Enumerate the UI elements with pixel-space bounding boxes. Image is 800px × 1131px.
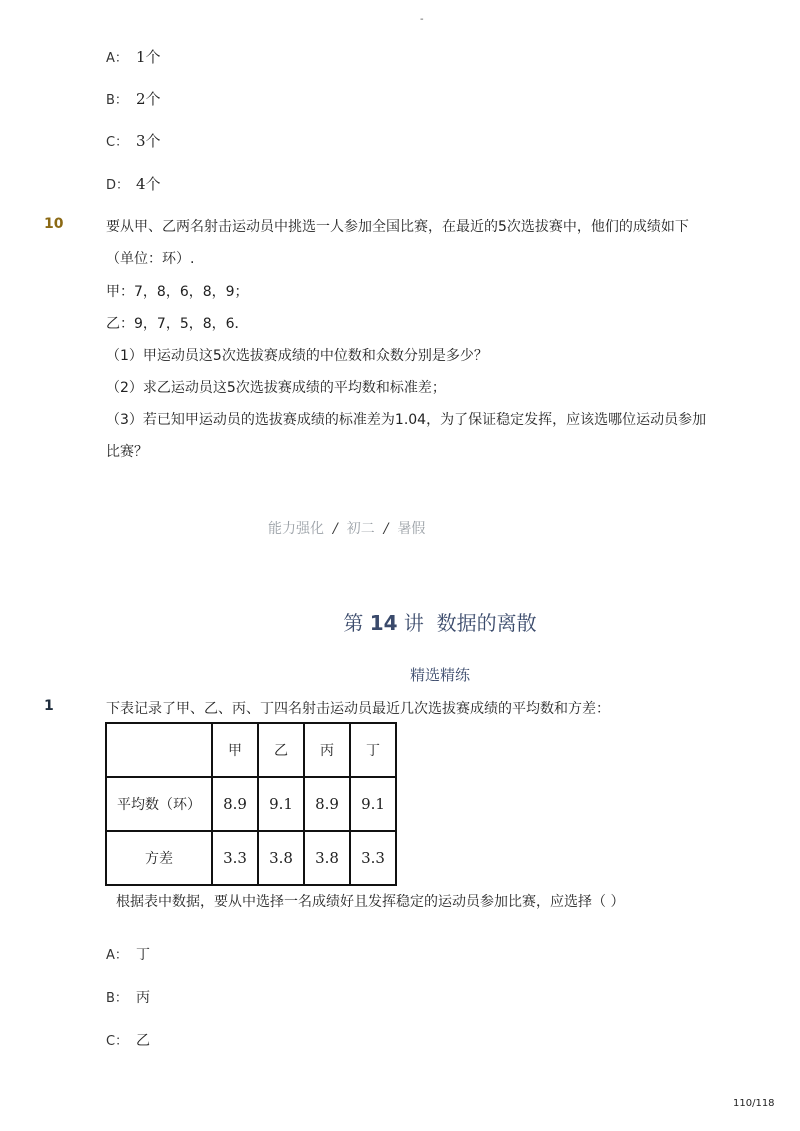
option-label: B： [106, 93, 128, 108]
table-header-cell: 甲 [212, 723, 258, 777]
option-b[interactable] [106, 987, 150, 1007]
option-c[interactable] [106, 130, 161, 151]
table-header-cell: 丙 [304, 723, 350, 777]
question-number: 10 [44, 216, 64, 232]
option-value: 3个 [136, 132, 161, 150]
table-row [106, 831, 396, 885]
table-row [106, 777, 396, 831]
question-follow-up: 根据表中数据，要从中选择一名成绩好且发挥稳定的运动员参加比赛，应选择（ ） [116, 894, 625, 910]
question-text-line: 比赛？ [106, 444, 148, 460]
option-label: A： [106, 948, 128, 963]
option-value: 乙 [136, 1033, 150, 1049]
breadcrumb-item: 初二 [346, 521, 375, 537]
table-header-cell: 乙 [258, 723, 304, 777]
option-c[interactable] [106, 1030, 150, 1050]
breadcrumb-separator: / [333, 521, 338, 537]
option-value: 4个 [136, 175, 161, 193]
option-d[interactable] [106, 173, 161, 194]
table-cell: 3.3 [350, 831, 396, 885]
option-label: C： [106, 135, 129, 150]
lecture-number: 14 [369, 611, 398, 635]
page-number: 110/118 [733, 1098, 775, 1109]
breadcrumb-item: 暑假 [397, 521, 426, 537]
table-header-cell: 丁 [350, 723, 396, 777]
lecture-suffix: 讲 [403, 611, 424, 635]
question-text-line: 乙：9，7，5，8，6． [106, 316, 249, 332]
page-top-mark: - [420, 14, 424, 25]
table-header-row [106, 723, 396, 777]
option-label: D： [106, 178, 130, 193]
question-number: 1 [44, 698, 54, 714]
question-text-line: （2）求乙运动员这5次选拔赛成绩的平均数和标准差； [106, 380, 446, 396]
option-value: 2个 [136, 90, 161, 108]
lecture-title [0, 607, 800, 636]
table-cell: 3.8 [304, 831, 350, 885]
table-cell: 9.1 [258, 777, 304, 831]
table-cell: 9.1 [350, 777, 396, 831]
question-text-line: 甲：7，8，6，8，9； [106, 284, 249, 300]
table-cell: 8.9 [212, 777, 258, 831]
question-text-line: （1）甲运动员这5次选拔赛成绩的中位数和众数分别是多少？ [106, 348, 488, 364]
lecture-name: 数据的离散 [436, 611, 537, 635]
table-cell: 3.3 [212, 831, 258, 885]
lecture-prefix: 第 [343, 611, 364, 635]
question-text-line: （3）若已知甲运动员的选拔赛成绩的标准差为1.04，为了保证稳定发挥，应该选哪位运动员参加 [106, 412, 707, 428]
breadcrumb-separator: / [383, 521, 389, 537]
table-row-label: 方差 [106, 831, 212, 885]
option-label: C： [106, 1034, 129, 1049]
option-label: B： [106, 991, 128, 1006]
table-cell: 3.8 [258, 831, 304, 885]
option-value: 丁 [136, 947, 150, 963]
table-header-cell [106, 723, 212, 777]
option-value: 1个 [136, 48, 161, 66]
option-b[interactable] [106, 88, 161, 109]
question-text-line: （单位：环）. [106, 251, 195, 267]
table-cell: 8.9 [304, 777, 350, 831]
option-a[interactable] [106, 46, 161, 67]
table-row-label: 平均数（环） [106, 777, 212, 831]
section-title: 精选精练 [409, 666, 470, 684]
data-table [105, 722, 397, 886]
breadcrumb-item: 能力强化 [268, 521, 324, 537]
breadcrumb [268, 518, 425, 538]
option-label: A： [106, 51, 128, 66]
question-stem: 下表记录了甲、乙、丙、丁四名射击运动员最近几次选拔赛成绩的平均数和方差： [106, 701, 610, 717]
option-a[interactable] [106, 944, 150, 964]
option-value: 丙 [136, 990, 150, 1006]
question-text-line: 要从甲、乙两名射击运动员中挑选一人参加全国比赛，在最近的5次选拔赛中，他们的成绩如下 [106, 219, 689, 235]
